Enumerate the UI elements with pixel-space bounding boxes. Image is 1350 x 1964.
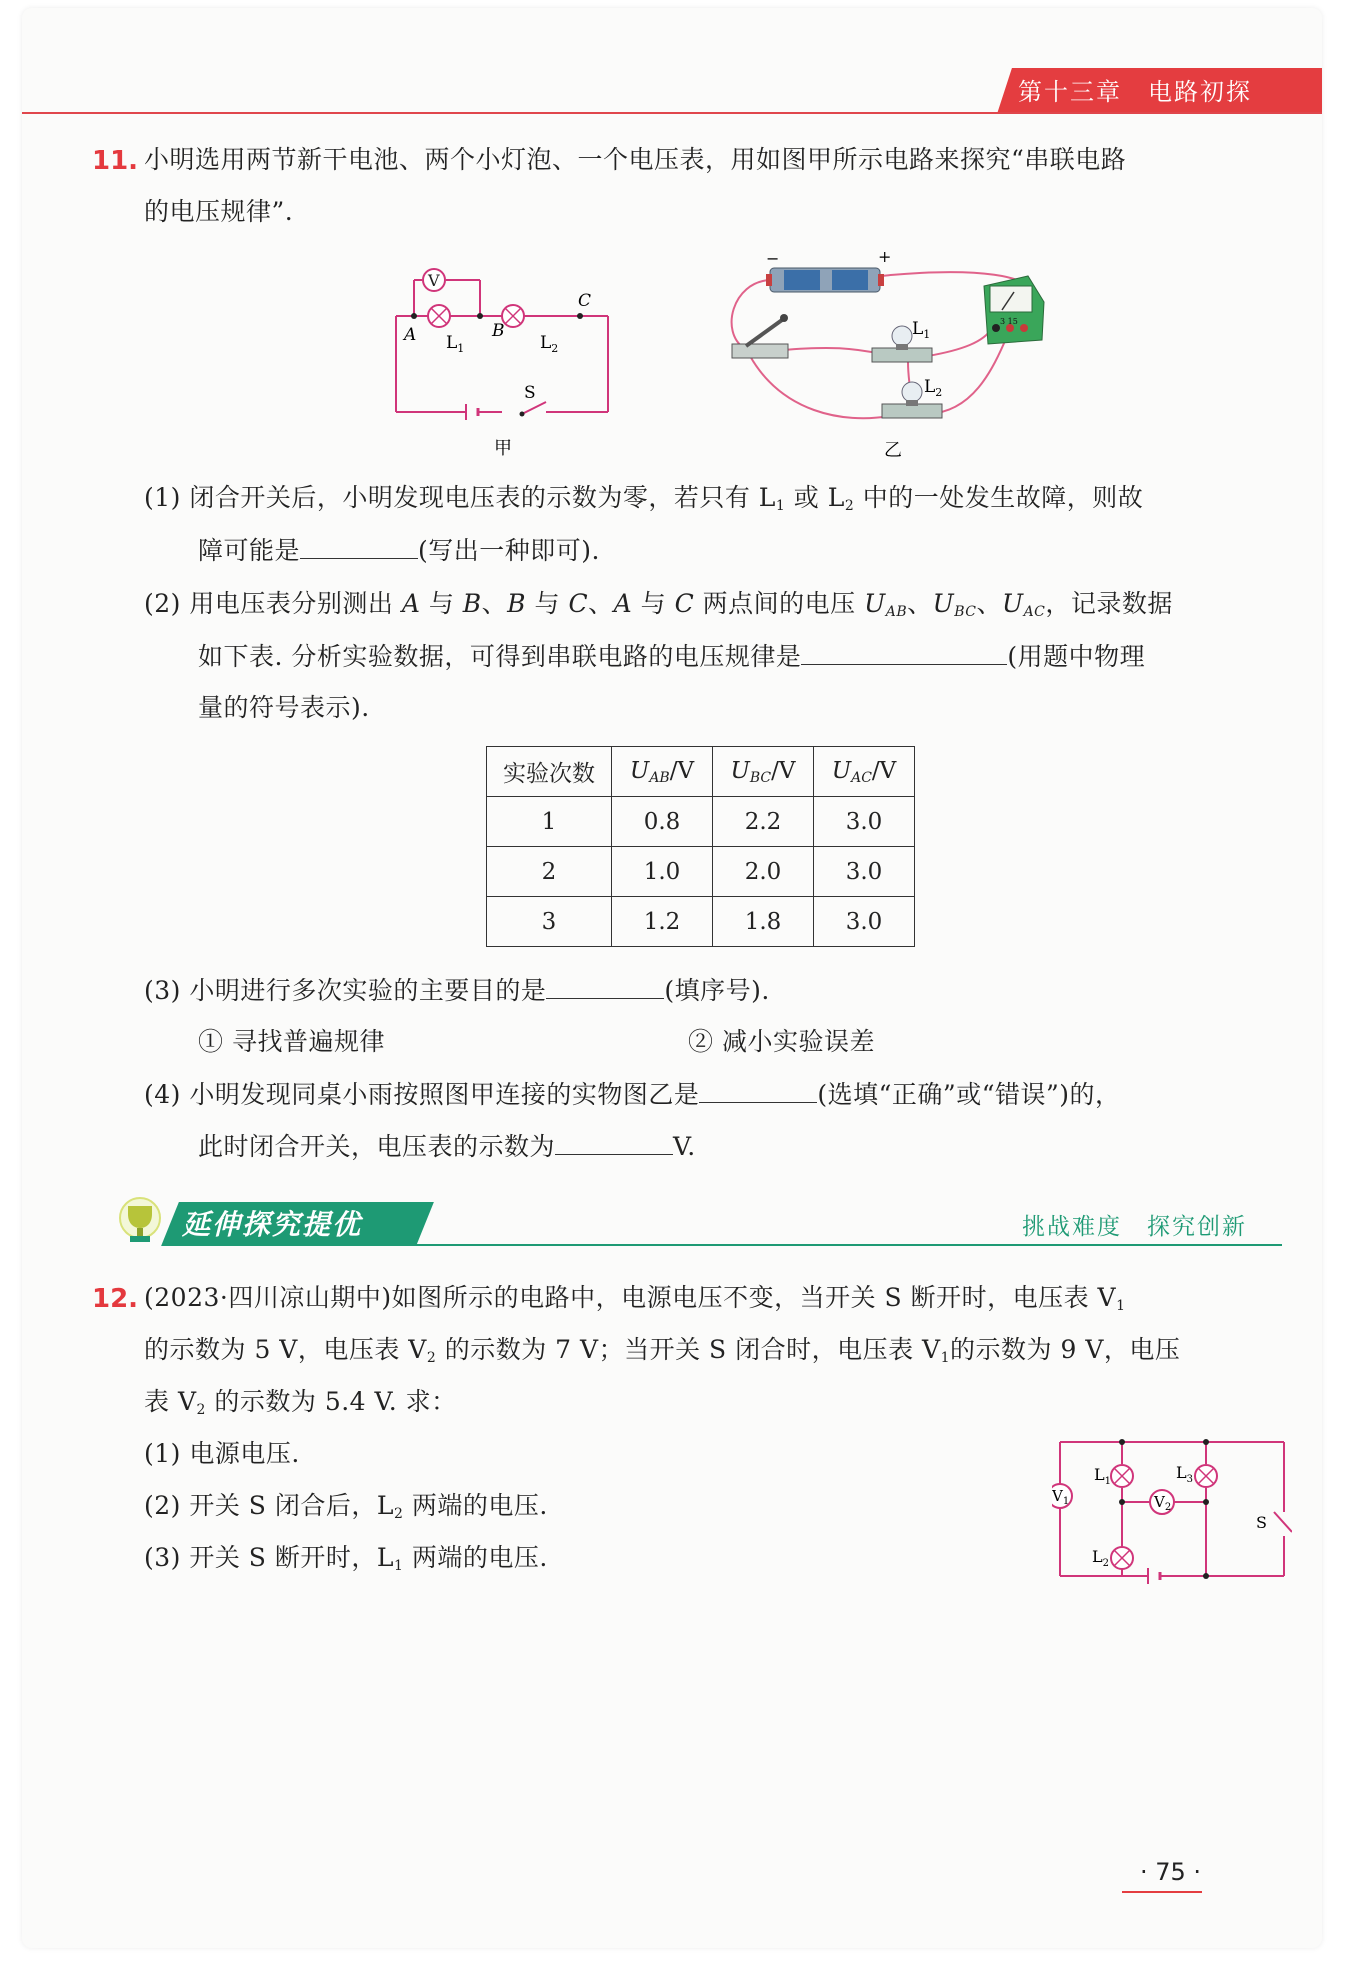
answer-blank-3[interactable] [546,964,664,999]
section-title: 延伸探究提优 [182,1208,363,1241]
page-number-rule [1122,1891,1202,1893]
q11-part4-line1: (4) 小明发现同桌小雨按照图甲连接的实物图乙是 (选填“正确”或“错误”)的， [144,1068,1121,1121]
section-tagline: 挑战难度 探究创新 [1022,1214,1247,1240]
voltmeter-label: V [428,271,440,290]
q12-sub3: (3) 开关 S 断开时，$L_1$ 两端的电压. [144,1543,548,1574]
table-row [487,797,915,847]
point-b-label: B [492,321,505,341]
table-header-cell: $U_{AB}/V$ [612,747,713,797]
table-cell: 3 [487,897,612,947]
physical-circuit-yi [722,252,1062,462]
section-rule [162,1244,1282,1246]
table-header-cell: $U_{BC}/V$ [713,747,814,797]
table-cell: 2 [487,847,612,897]
table-cell: 2.0 [713,847,814,897]
question-number-11: 11. [92,146,139,176]
switch-label: S [1256,1513,1267,1532]
switch-label: S [524,383,536,403]
battery-pack [766,268,884,292]
answer-blank-1[interactable] [300,524,418,559]
answer-blank-2[interactable] [801,630,1007,665]
q12-sub2: (2) 开关 S 闭合后，$L_2$ 两端的电压. [144,1491,548,1522]
battery-plus-label: + [878,252,892,266]
v1-label: $V_1$ [1052,1487,1070,1507]
q11-part1-line1: (1) 闭合开关后，小明发现电压表的示数为零，若只有 $L_1$ 或 $L_2$ 中的一处发生故障，则故 [144,483,1144,514]
v2-label: $V_2$ [1154,1493,1172,1513]
table-row [487,897,915,947]
q11-stem-line2: 的电压规律”. [144,197,294,226]
q11-part3-option1: ① 寻找普遍规律 [198,1027,385,1056]
figure-yi-caption: 乙 [884,440,902,461]
l1-physical-label: $L_1$ [912,319,931,341]
q12-line1: (2023·四川凉山期中)如图所示的电路中，电源电压不变，当开关 S 断开时，电压表 $V_1$ [144,1283,1126,1314]
lamp-l2-symbol [502,305,524,327]
q11-part1-line2: 障可能是 (写出一种即可). [198,524,600,577]
header-rule [22,112,1322,114]
question-number-12: 12. [92,1284,139,1314]
answer-blank-5[interactable] [555,1120,673,1155]
l2-label: $L_2$ [1092,1547,1109,1569]
textbook-page [22,8,1322,1948]
q11-part3-line1: (3) 小明进行多次实验的主要目的是 (填序号). [144,964,770,1017]
table-cell: 1 [487,797,612,847]
table-header-cell: 实验次数 [487,747,612,797]
q11-part2-line2: 如下表. 分析实验数据，可得到串联电路的电压规律是 (用题中物理 [198,630,1145,683]
knife-switch [732,314,788,358]
circuit-diagram-q12 [1052,1428,1292,1588]
lamp-l1-symbol [1111,1465,1133,1487]
q11-part2-line3: 量的符号表示). [198,693,370,722]
lamp-l1-symbol [428,305,450,327]
svg-text:3 15: 3 15 [1000,317,1018,326]
lamp-l2-symbol [1111,1547,1133,1569]
q12-line2: 的示数为 5 V，电压表 $V_2$ 的示数为 7 V；当开关 S 闭合时，电压表 $V_1$的示数为 9 V，电压 [144,1335,1181,1366]
battery-minus-label: − [766,252,780,268]
q11-part3-option2: ② 减小实验误差 [688,1027,875,1056]
table-cell: 1.0 [612,847,713,897]
table-cell: 1.2 [612,897,713,947]
table-header-row [487,747,915,797]
table-row [487,847,915,897]
q11-part2-line1: (2) 用电压表分别测出 A 与 B、B 与 C、A 与 C 两点间的电压 $U_{AB}$、$U_{BC}$、$U_{AC}$，记录数据 [144,589,1173,620]
table-header-cell: $U_{AC}/V$ [814,747,915,797]
table-cell: 2.2 [713,797,814,847]
table-cell: 1.8 [713,897,814,947]
lamp-l3-symbol [1195,1465,1217,1487]
l1-label: $L_1$ [446,333,465,355]
q11-part4-line2: 此时闭合开关，电压表的示数为 V. [198,1120,696,1173]
table-cell: 3.0 [814,797,915,847]
l3-label: $L_3$ [1176,1463,1193,1485]
l2-physical-label: $L_2$ [924,377,943,399]
answer-blank-4[interactable] [699,1068,817,1103]
table-cell: 0.8 [612,797,713,847]
figure-jia-caption: 甲 [494,438,512,459]
table-cell: 3.0 [814,847,915,897]
q11-stem-line1: 小明选用两节新干电池、两个小灯泡、一个电压表，用如图甲所示电路来探究“串联电路 [144,145,1127,174]
table-cell: 3.0 [814,897,915,947]
q12-line3: 表 $V_2$ 的示数为 5.4 V. 求： [144,1387,457,1418]
voltmeter-physical [984,276,1044,344]
point-c-label: C [578,291,592,311]
circuit-diagram-jia [382,264,622,464]
chapter-title: 第十三章 电路初探 [1018,78,1252,106]
l2-label: $L_2$ [540,333,559,355]
experiment-data-table [486,746,915,947]
q12-sub1: (1) 电源电压. [144,1439,300,1468]
l1-label: $L_1$ [1094,1465,1111,1487]
page-number: · 75 · [1140,1858,1202,1886]
point-a-label: A [404,325,417,345]
